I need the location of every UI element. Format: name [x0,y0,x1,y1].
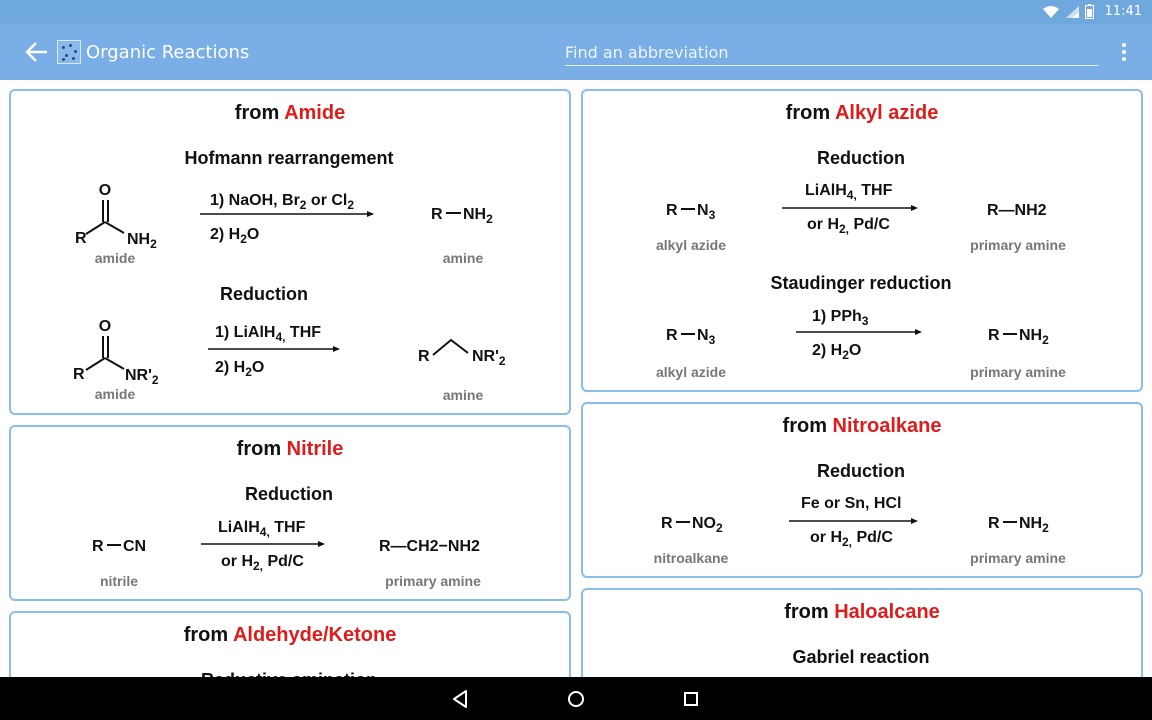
product-label: primary amine [970,364,1066,380]
reaction-name: Hofmann rearrangement [184,148,394,168]
subscript: 4, [275,330,286,344]
status-bar [0,0,1152,24]
alkyl-azide-card[interactable] [581,89,1143,392]
status-time: 11:41 [1104,4,1142,19]
subscript: 3 [861,314,869,328]
title-highlight: Nitroalkane [832,415,942,437]
back-button[interactable] [18,34,54,70]
nav-home-button[interactable] [564,687,588,711]
cond-text: THF [285,324,322,341]
home-circle-icon [564,687,588,711]
title-highlight: Amide [284,102,346,124]
n-bond [105,222,124,233]
title-highlight: Haloalcane [834,601,940,623]
nitroalkane-reactions-diagram [583,404,1140,575]
product-amine [1019,515,1049,535]
amide-reactions-diagram [11,91,568,412]
condition-1 [805,182,893,202]
condition-1 [218,519,306,539]
nitroalkane-card[interactable] [581,402,1143,578]
cond-text: LiAlH [218,519,260,536]
reactant-r: R [661,515,673,532]
cond-text: Pd/C [263,553,304,570]
subscript: 2 [842,348,849,362]
subscript: 2 [299,198,307,212]
search-input[interactable] [565,40,1098,66]
amine-symbol: NH [463,206,487,223]
reactant-label: amide [94,386,136,402]
amine-symbol: NH [1019,515,1043,532]
cond-text: 2) H [215,359,246,376]
condition-2 [221,553,304,573]
reactant-azide [697,327,716,347]
nav-recents-button[interactable] [679,687,703,711]
title-highlight: Alkyl azide [834,102,939,124]
reaction-name: Reduction [245,484,333,504]
condition-1 [215,324,321,344]
cond-text: O [246,226,260,243]
r-group: R [73,366,85,383]
product-r: R [988,327,1000,344]
product-label: primary amine [970,237,1066,253]
subscript: 2 [1042,333,1049,347]
subscript: 4, [259,525,270,539]
arrow-head [333,346,340,352]
overflow-menu-dot [1122,57,1126,61]
reactant-r: R [92,538,104,555]
reactant-label: alkyl azide [655,237,727,253]
condition-2 [812,342,861,362]
cond-text: O [848,342,862,359]
condition-2 [215,359,264,379]
r-bond [86,222,105,234]
overflow-menu-button[interactable] [1118,40,1130,64]
status-icons [1043,4,1094,19]
reactant-azide [697,202,716,222]
reaction-name: Reduction [817,461,905,481]
oxygen-atom: O [98,182,112,199]
reaction-name: Reduction [817,148,905,168]
subscript: 4, [846,188,857,202]
product-label: primary amine [970,550,1066,566]
cond-text: 2) H [812,342,843,359]
reactant-label: nitrile [99,573,139,589]
product-formula: R—CH2−NH2 [379,538,480,555]
cond-text: THF [269,519,306,536]
azide-symbol: N [697,327,709,344]
cell-signal-icon [1065,5,1079,19]
reactant-nitro [692,515,723,535]
aldehyde-reactions-diagram [11,613,568,677]
cond-text: 1) NaOH, Br [210,192,300,209]
subscript: 3 [708,333,716,347]
reactant-label: alkyl azide [655,364,727,380]
n-bond [105,358,124,369]
product-n-group [472,348,506,368]
condition-2 [210,226,259,246]
title-prefix: from [784,601,835,623]
title-highlight: Aldehyde/Ketone [232,624,397,646]
recents-square-icon [679,687,703,711]
subscript: 2 [498,354,506,368]
cond-text: or H [807,216,839,233]
arrow-head [367,211,374,217]
product-r: R [988,515,1000,532]
reactions-grid [0,80,1152,677]
title-highlight: Nitrile [286,438,344,460]
title-prefix: from [234,102,285,124]
back-triangle-icon [449,687,473,711]
app-title: Organic Reactions [86,42,250,63]
product-label: amine [442,387,484,403]
subscript: 2 [240,232,247,246]
amide-n-symbol: NR' [472,348,499,365]
title-prefix: from [782,415,833,437]
product-amine [463,206,493,226]
subscript: 2, [253,559,264,573]
title-prefix: from [183,624,233,646]
cond-text: 1) LiAlH [215,324,276,341]
reactant-label: nitroalkane [653,550,729,566]
nitrile-reactions-diagram [11,427,568,598]
product-label: primary amine [385,573,481,589]
alkyl-azide-reactions-diagram [583,91,1140,389]
title-prefix: from [785,102,835,124]
reaction-name [201,670,377,677]
cond-text: or H [221,553,253,570]
cond-text: 2) H [210,226,241,243]
amide-n-symbol: NR' [125,367,152,384]
navigation-bar [0,677,1152,720]
subscript: 2 [245,365,252,379]
subscript: 2 [150,237,157,251]
reactant-cn: CN [123,538,147,555]
reactant-r: R [666,327,678,344]
subscript: 2, [839,222,850,236]
arrow-head [911,518,918,524]
nitrile-card[interactable] [9,425,571,601]
condition-2 [807,216,890,236]
nitro-symbol: NO [692,515,716,532]
amide-n-group [125,367,159,387]
cond-text: Pd/C [849,216,890,233]
product-r: R [418,348,430,365]
product-formula: R—NH2 [987,202,1047,219]
cond-text: THF [856,182,893,199]
oxygen-atom: O [98,318,112,335]
condition-1 [210,192,354,212]
battery-icon [1085,4,1094,19]
subscript: 3 [708,208,716,222]
subscript: 2 [716,521,723,535]
nav-back-button[interactable] [449,687,473,711]
amide-card[interactable] [9,89,571,415]
cond-text: O [251,359,265,376]
cond-text: LiAlH [805,182,847,199]
condition-1 [812,308,869,328]
aldehyde-ketone-card[interactable] [9,611,571,677]
subscript: 2 [1042,521,1049,535]
amine-symbol: NH [127,231,151,248]
product-r: R [431,206,443,223]
arrow-head [915,329,922,335]
azide-symbol: N [697,202,709,219]
amine-group [127,231,157,251]
subscript: 2 [486,212,493,226]
app-logo-icon [57,40,81,64]
product-chain [433,340,468,355]
wifi-icon [1043,5,1059,19]
subscript: 2, [842,535,853,549]
overflow-menu-dot [1122,50,1126,54]
amine-symbol: NH [1019,327,1043,344]
cond-text: 1) PPh [812,308,862,325]
reactant-label: amide [94,250,136,266]
overflow-menu-icon [1122,43,1126,47]
r-group: R [75,230,87,247]
cond-text: Pd/C [852,529,893,546]
r-bond [86,358,105,370]
cond-text: or Cl [306,192,348,209]
product-label: amine [442,250,484,266]
arrow-head [911,205,918,211]
arrow-head [318,541,325,547]
back-arrow-icon [25,42,47,62]
product-amine [1019,327,1049,347]
condition-2 [810,529,893,549]
cond-text: or H [810,529,842,546]
reaction-name: Reduction [220,284,308,304]
reaction-name: Gabriel reaction [792,647,930,667]
reaction-name: Staudinger reduction [770,273,952,293]
title-prefix: from [236,438,287,460]
subscript: 2 [347,198,355,212]
haloalcane-card[interactable] [581,588,1143,677]
subscript: 2 [151,373,159,387]
app-bar [0,24,1152,80]
condition-1: Fe or Sn, HCl [801,495,902,512]
reactant-r: R [666,202,678,219]
haloalcane-reactions-diagram [583,590,1140,677]
